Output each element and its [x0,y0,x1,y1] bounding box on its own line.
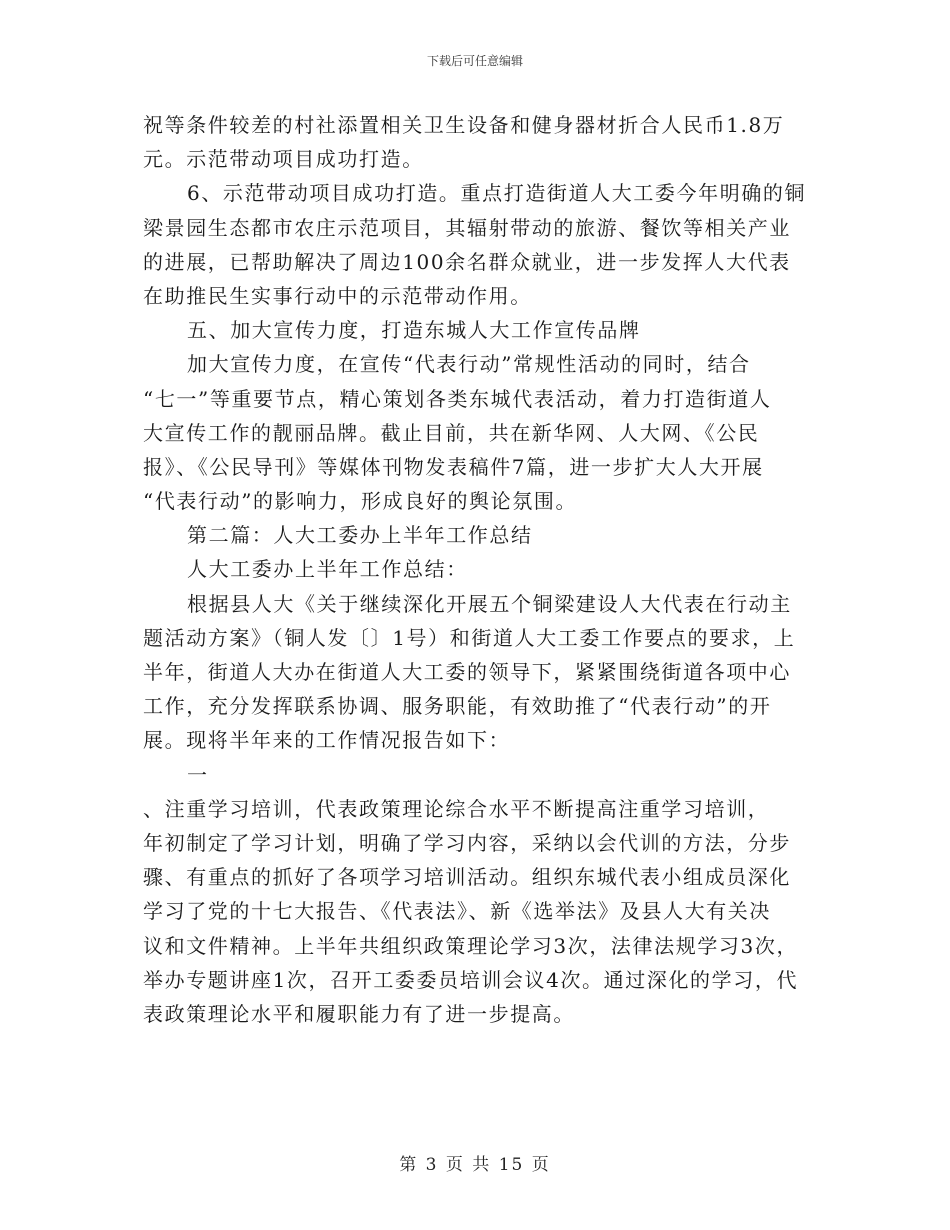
text-line: 议和文件精神。上半年共组织政策理论学习3次，法律法规学习3次， [143,933,799,958]
text-line: 祝等条件较差的村社添置相关卫生设备和健身器材折合人民币1.8万 [143,113,785,137]
text-line: 加大宣传力度，在宣传“代表行动”常规性活动的同时，结合 [187,352,751,377]
document-body [143,108,813,1031]
text-line: 一 [187,762,209,787]
text-line: 报》、《公民导刊》等媒体刊物发表稿件7篇，进一步扩大人大开展 [143,454,764,479]
text-line: 骤、有重点的抓好了各项学习培训活动。组织东城代表小组成员深化 [143,865,791,890]
text-line: 根据县人大《关于继续深化开展五个铜梁建设人大代表在行动主 [187,591,792,616]
text-line: 在助推民生实事行动中的示范带动作用。 [143,283,532,308]
text-line: 的进展，已帮助解决了周边100余名群众就业，进一步发挥人大代表 [143,249,791,274]
text-line: 学习了党的十七大报告、《代表法》、新《选举法》及县人大有关决 [143,899,771,924]
text-line: 年初制定了学习计划，明确了学习内容，采纳以会代训的方法，分步 [143,830,791,855]
text-line: 、注重学习培训，代表政策理论综合水平不断提高注重学习培训， [143,796,770,821]
text-line: 梁景园生态都市农庄示范项目，其辐射带动的旅游、餐饮等相关产业 [143,215,791,240]
text-line: “七一”等重要节点，精心策划各类东城代表活动，着力打造街道人 [143,386,772,411]
text-line: 半年，街道人大办在街道人大工委的领导下，紧紧围绕街道各项中心 [143,660,791,684]
text-line: 举办专题讲座1次，召开工委委员培训会议4次。通过深化的学习，代 [143,967,799,992]
page-number-footer: 第 3 页 共 15 页 [399,1155,551,1175]
text-line: 表政策理论水平和履职能力有了进一步提高。 [143,1001,575,1026]
page-header-note: 下载后可任意编辑 [426,54,523,68]
text-line: 6、示范带动项目成功打造。重点打造街道人大工委今年明确的铜 [187,181,807,206]
text-line: 题活动方案》（铜人发〔〕1号）和街道人大工委工作要点的要求，上 [143,625,796,650]
text-line: 工作，充分发挥联系协调、服务职能，有效助推了“代表行动”的开 [143,694,772,719]
text-line: 五、加大宣传力度，打造东城人大工作宣传品牌 [187,318,641,343]
text-line: 元。示范带动项目成功打造。 [143,147,424,172]
text-line: 第二篇：人大工委办上半年工作总结 [187,523,533,548]
text-line: 大宣传工作的靓丽品牌。截止目前，共在新华网、人大网、《公民 [143,420,760,445]
text-line: 展。现将半年来的工作情况报告如下： [143,728,511,753]
text-line: 人大工委办上半年工作总结： [187,557,468,582]
text-line: “代表行动”的影响力，形成良好的舆论氛围。 [143,489,578,514]
